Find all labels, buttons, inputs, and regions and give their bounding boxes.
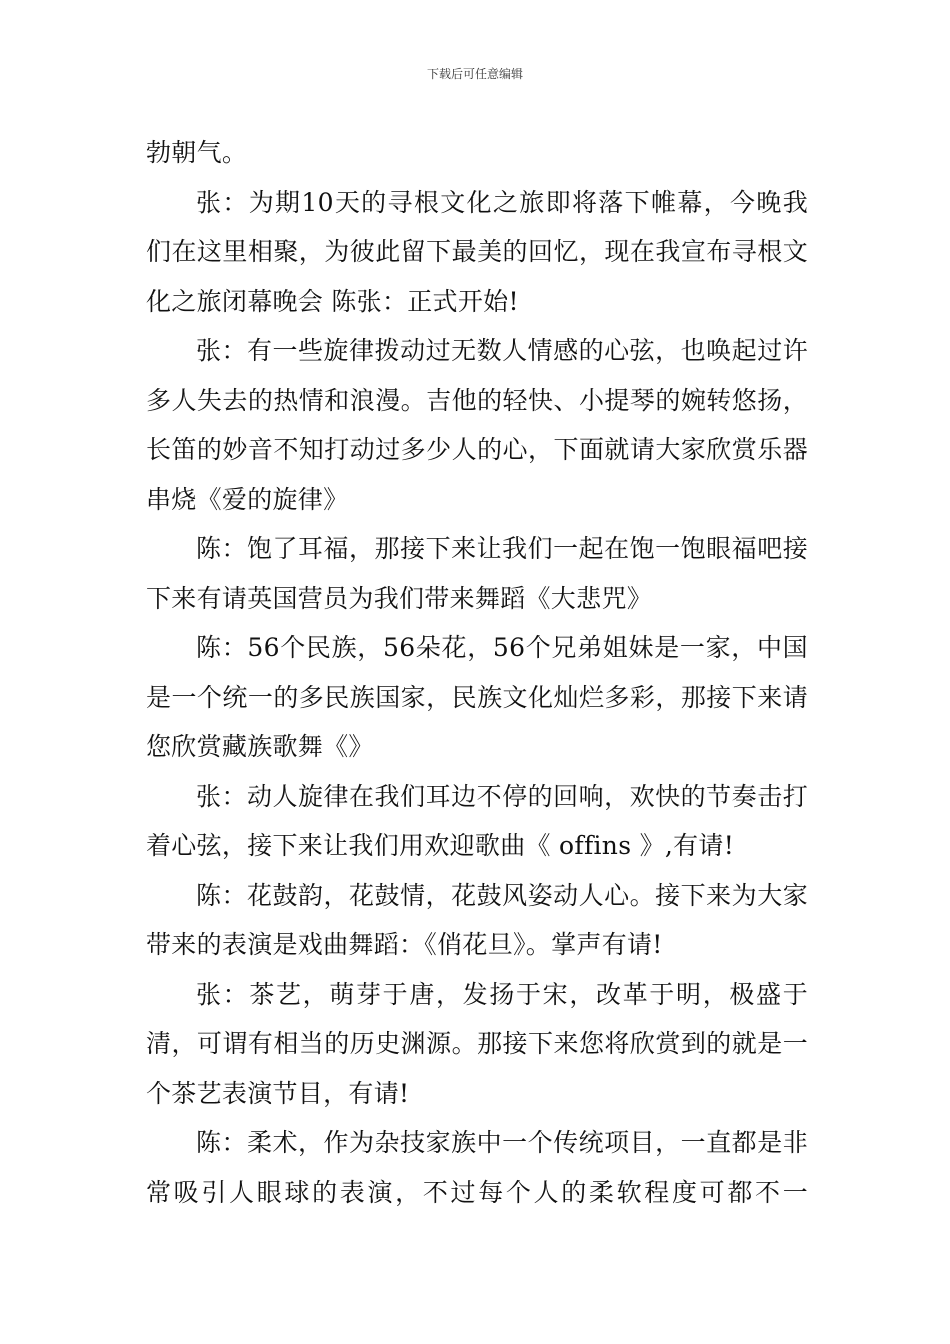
paragraph-tibetan-dance: 陈：56个民族，56朵花，56个兄弟姐妹是一家，中国是一个统一的多民族国家，民族文化灿烂多彩，那接下来请您欣赏藏族歌舞《》	[146, 633, 808, 761]
paragraph-contortion: 陈：柔术，作为杂技家族中一个传统项目，一直都是非常吸引人眼球的表演，不过每个人的柔软程度可都不一	[146, 1128, 808, 1207]
paragraph-continued: 勃朝气。	[146, 138, 248, 167]
paragraph-dance: 陈：饱了耳福，那接下来让我们一起在饱一饱眼福吧接下来有请英国营员为我们带来舞蹈《大悲咒》	[146, 534, 808, 613]
paragraph-tea-art: 张：茶艺，萌芽于唐，发扬于宋，改革于明，极盛于清，可谓有相当的历史渊源。那接下来您将欣赏到的就是一个茶艺表演节目，有请!	[146, 979, 808, 1108]
paragraph-instrument-medley: 张：有一些旋律拨动过无数人情感的心弦，也唤起过许多人失去的热情和浪漫。吉他的轻快、小提琴的婉转悠扬，长笛的妙音不知打动过多少人的心，下面就请大家欣赏乐器串烧《爱的旋律》	[146, 336, 808, 514]
page-header: 下载后可任意编辑	[426, 67, 523, 81]
paragraph-welcome-song: 张：动人旋律在我们耳边不停的回响，欢快的节奏击打着心弦，接下来让我们用欢迎歌曲《 offins 》,有请!	[146, 781, 808, 860]
paragraph-opera-dance: 陈：花鼓韵，花鼓情，花鼓风姿动人心。接下来为大家带来的表演是戏曲舞蹈：《俏花旦》。掌声有请!	[146, 880, 808, 959]
document-body	[146, 128, 808, 1217]
paragraph-opening: 张：为期10天的寻根文化之旅即将落下帷幕，今晚我们在这里相聚，为彼此留下最美的回忆，现在我宣布寻根文化之旅闭幕晚会 陈张：正式开始!	[146, 187, 808, 316]
